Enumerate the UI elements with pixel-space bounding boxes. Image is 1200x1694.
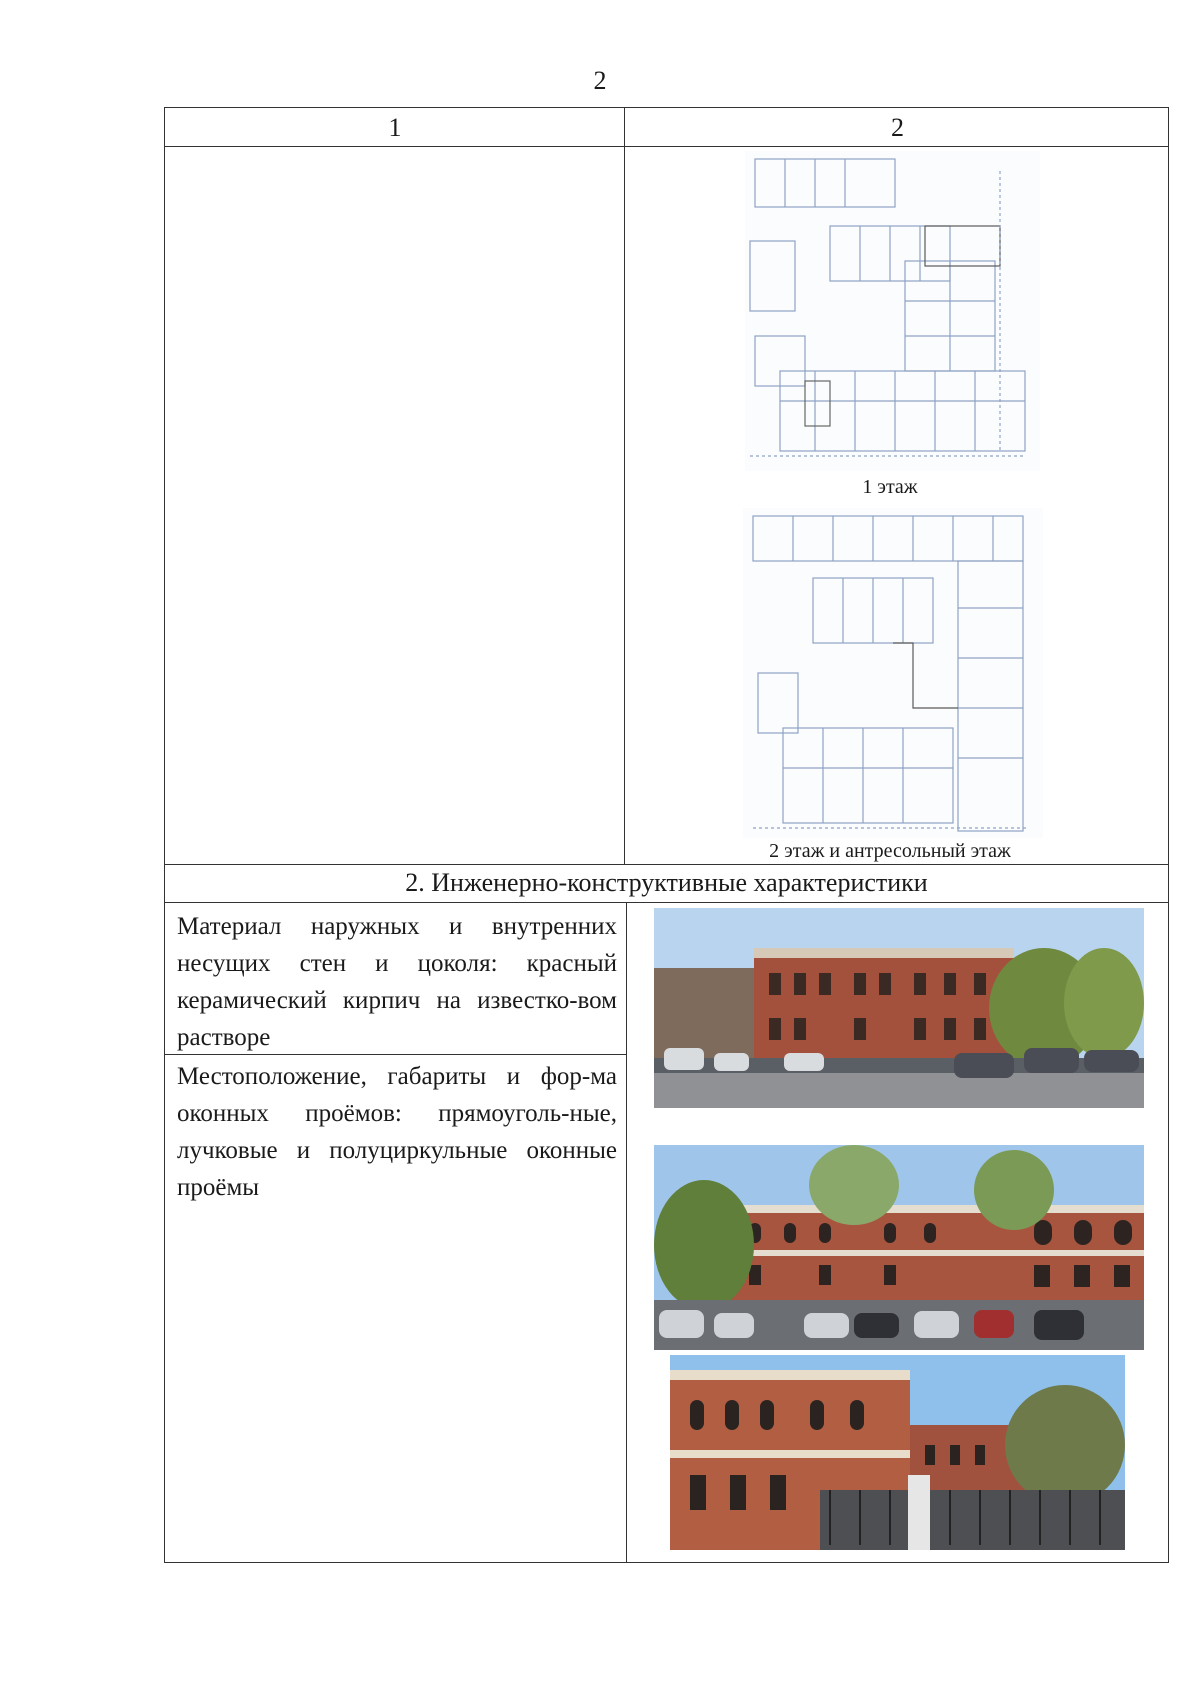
- wall-material-text: Материал наружных и внутренних несущих стен и цоколя: красный керамический кирпич на известко-вом растворе: [177, 913, 617, 1051]
- floor-plan-2-caption: 2 этаж и антресольный этаж: [769, 840, 1011, 862]
- window-openings-text: Местоположение, габариты и фор-ма оконных проёмов: прямоуголь-ные, лучковые и полуциркульные оконные проёмы: [177, 1063, 617, 1201]
- building-photo-2: [654, 1145, 1144, 1350]
- row-divider: [165, 1054, 626, 1055]
- building-photo-3: [670, 1355, 1125, 1550]
- floor-plan-2-image: [743, 508, 1043, 838]
- section-title: 2. Инженерно-конструктивные характеристики: [405, 868, 928, 897]
- column-divider-top: [624, 108, 625, 864]
- column-2-header: 2: [891, 113, 904, 142]
- data-table: [164, 107, 1169, 1563]
- section-bottom-divider: [165, 902, 1168, 903]
- floor-plan-1-image: [745, 151, 1040, 471]
- page-number: 2: [593, 66, 607, 95]
- header-divider: [165, 146, 1168, 147]
- column-divider-bottom: [626, 902, 627, 1562]
- floor-plan-1-caption: 1 этаж: [862, 476, 918, 498]
- column-1-header: 1: [388, 113, 402, 142]
- building-photo-1: [654, 908, 1144, 1108]
